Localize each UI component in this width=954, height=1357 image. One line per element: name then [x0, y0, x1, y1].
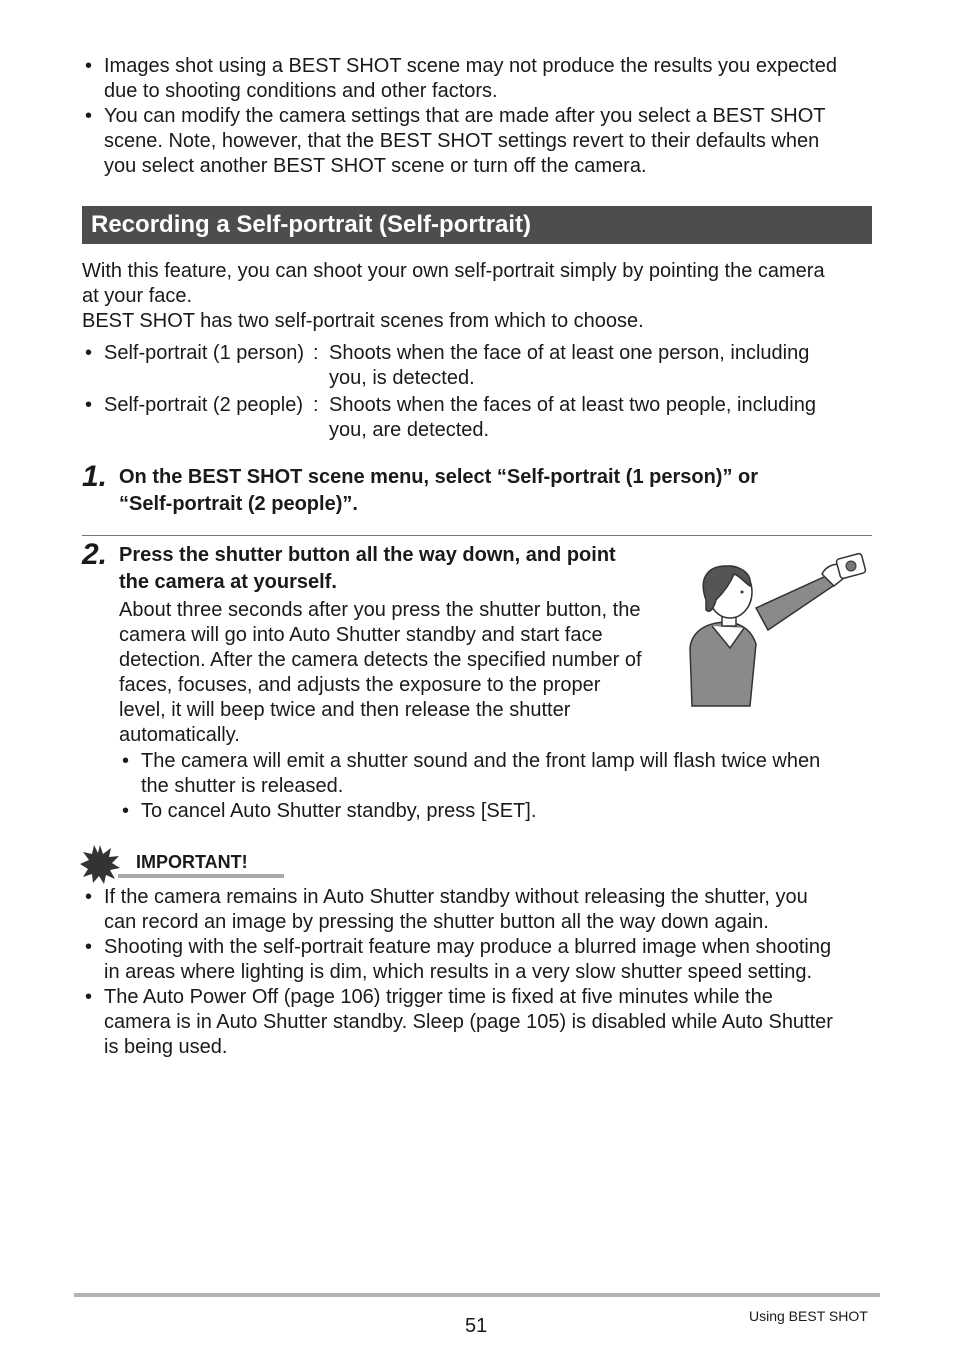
bullet-text: camera is in Auto Shutter standby. Sleep (page 105) is disabled while Auto Shutter: [104, 1011, 833, 1033]
step-title: On the BEST SHOT scene menu, select “Self-portrait (1 person)” or “Self-portrait (2 people)”.: [119, 466, 759, 515]
bullet-dot: •: [85, 55, 93, 77]
bullet-dot: •: [85, 105, 93, 127]
intro-paragraph: [82, 259, 872, 334]
body-line: faces, focuses, and adjusts the exposure to the proper: [119, 674, 601, 696]
bullet-text: You can modify the camera settings that are made after you select a BEST SHOT: [104, 105, 826, 127]
bullet-text: If the camera remains in Auto Shutter standby without releasing the shutter, you: [104, 886, 808, 908]
intro-bullet: [82, 104, 872, 179]
intro-bullet: [82, 54, 872, 104]
important-bullet: [82, 985, 872, 1060]
footer-section-label: Using BEST SHOT: [749, 1308, 868, 1324]
body-line: About three seconds after you press the shutter button, the: [119, 599, 641, 621]
step-number: 1.: [82, 460, 108, 493]
paragraph-line: With this feature, you can shoot your own self-portrait simply by pointing the camera: [82, 260, 825, 282]
sub-bullet: [119, 749, 879, 799]
scene-description: Shoots when the faces of at least two people, including you, are detected.: [329, 394, 816, 441]
bullet-dot: •: [85, 342, 93, 364]
colon: :: [313, 394, 319, 416]
bullet-text: you select another BEST SHOT scene or turn off the camera.: [104, 155, 647, 177]
bullet-text: is being used.: [104, 1036, 228, 1058]
sub-bullet: [119, 799, 879, 824]
body-line: automatically.: [119, 724, 240, 746]
important-bullet: [82, 935, 872, 985]
body-line: camera will go into Auto Shutter standby and start face: [119, 624, 603, 646]
bullet-text: To cancel Auto Shutter standby, press [SET].: [141, 800, 537, 822]
bullet-dot: •: [122, 750, 130, 772]
important-label: IMPORTANT!: [136, 852, 248, 872]
step-body: [119, 598, 679, 748]
bullet-text: scene. Note, however, that the BEST SHOT settings revert to their defaults when: [104, 130, 820, 152]
bullet-dot: •: [85, 986, 93, 1008]
bullet-dot: •: [122, 800, 130, 822]
bullet-text: The camera will emit a shutter sound and the front lamp will flash twice when: [141, 750, 821, 772]
step-number: 2.: [82, 538, 108, 571]
bullet-dot: •: [85, 886, 93, 908]
bullet-text: due to shooting conditions and other factors.: [104, 80, 498, 102]
footer-rule: [74, 1293, 880, 1297]
colon: :: [313, 342, 319, 364]
important-underline: [118, 874, 284, 878]
bullet-text: in areas where lighting is dim, which results in a very slow shutter speed setting.: [104, 961, 813, 983]
bullet-text: the shutter is released.: [141, 775, 344, 797]
body-line: detection. After the camera detects the specified number of: [119, 649, 642, 671]
important-burst-icon: [80, 844, 120, 884]
section-title: Recording a Self-portrait (Self-portrait): [91, 211, 532, 238]
page-number: 51: [465, 1315, 488, 1337]
self-portrait-illustration: [686, 548, 870, 708]
scene-term: Self-portrait (1 person): [104, 342, 305, 364]
bullet-text: Shooting with the self-portrait feature may produce a blurred image when shooting: [104, 936, 832, 958]
divider: [82, 535, 872, 536]
important-bullet: [82, 885, 872, 935]
scene-definition: [82, 393, 872, 443]
bullet-text: can record an image by pressing the shutter button all the way down again.: [104, 911, 769, 933]
bullet-text: Images shot using a BEST SHOT scene may not produce the results you expected: [104, 55, 837, 77]
bullet-text: The Auto Power Off (page 106) trigger time is fixed at five minutes while the: [104, 986, 773, 1008]
paragraph-line: at your face.: [82, 285, 193, 307]
scene-definition: [82, 341, 872, 391]
bullet-dot: •: [85, 936, 93, 958]
scene-term: Self-portrait (2 people): [104, 394, 303, 416]
body-line: level, it will beep twice and then release the shutter: [119, 699, 571, 721]
paragraph-line: BEST SHOT has two self-portrait scenes from which to choose.: [82, 310, 644, 332]
bullet-dot: •: [85, 394, 93, 416]
scene-description: Shoots when the face of at least one person, including you, is detected.: [329, 342, 810, 389]
step-title: Press the shutter button all the way down, and point the camera at yourself.: [119, 544, 616, 593]
section-heading-bar: [82, 206, 872, 244]
